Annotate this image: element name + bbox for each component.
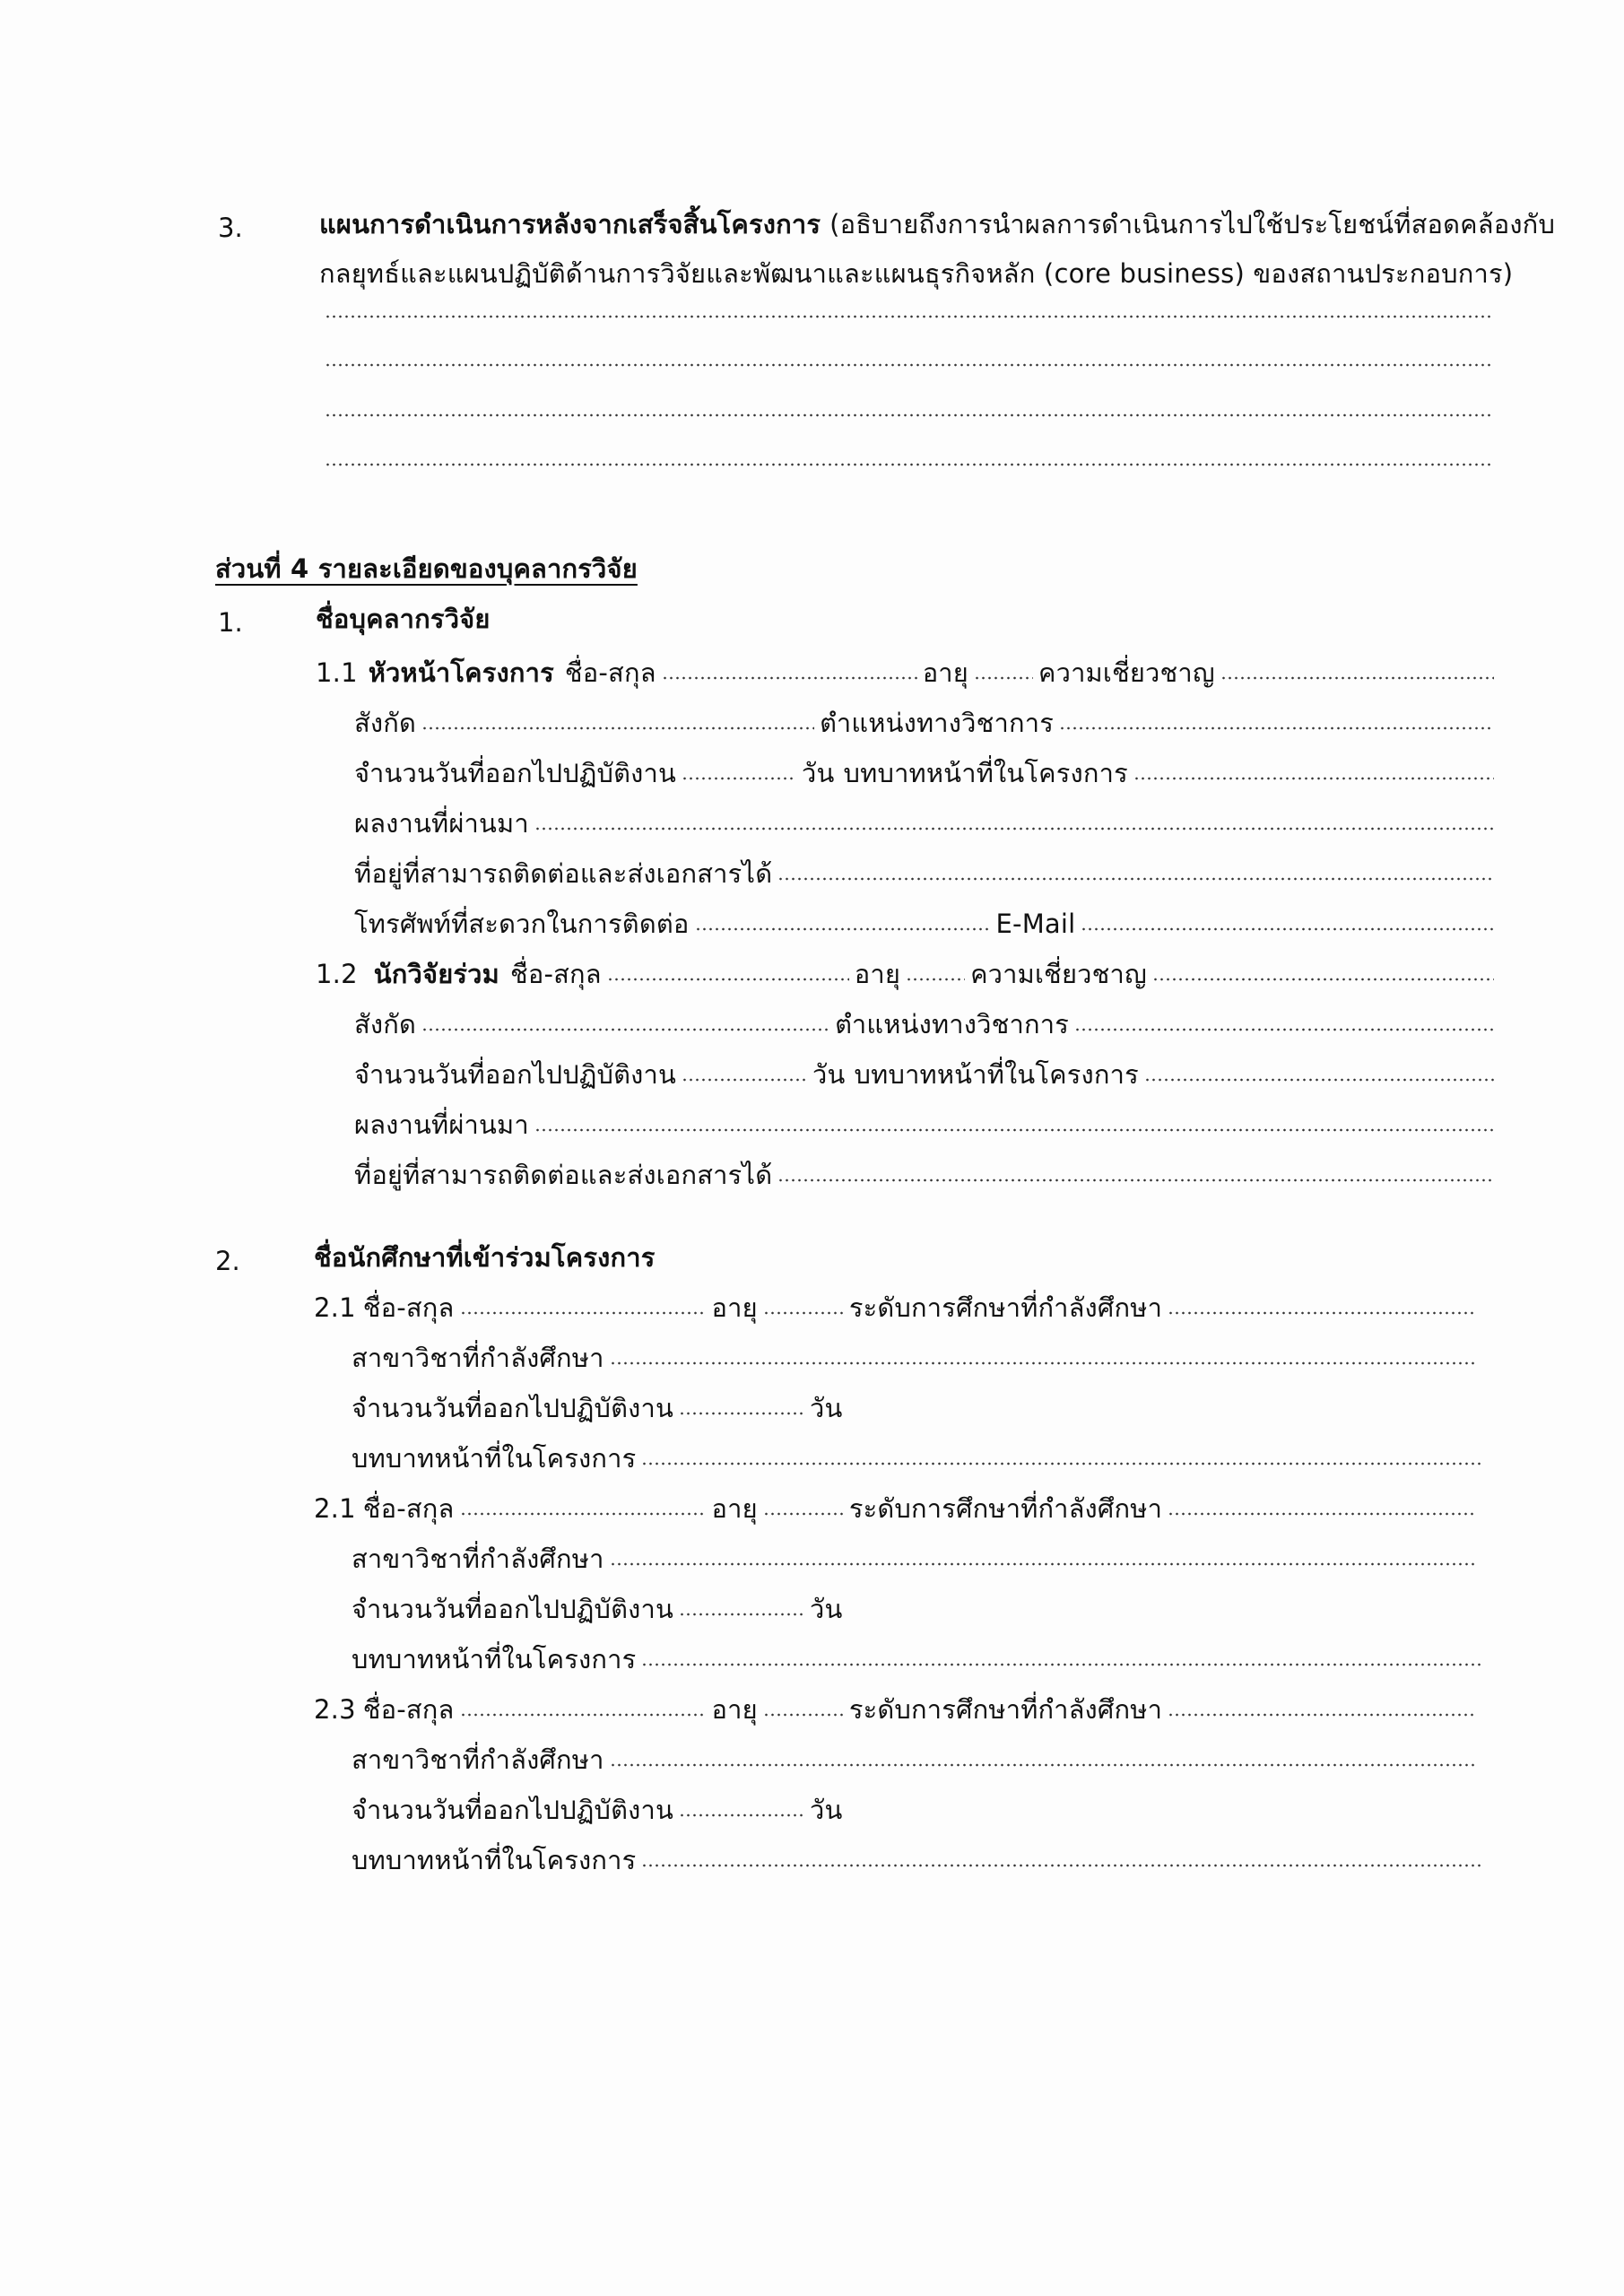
- r1-address-field[interactable]: [777, 876, 1494, 882]
- r1-name-label: ชื่อ-สกุล: [564, 657, 656, 688]
- r1-role: หัวหน้าโครงการ: [368, 657, 554, 688]
- r2-days-unit: วัน: [812, 1059, 846, 1090]
- s3-days-unit: วัน: [810, 1795, 843, 1825]
- s3-level-label: ระดับการศึกษาที่กำลังศึกษา: [848, 1694, 1163, 1725]
- r1-phone-line: [354, 911, 1499, 937]
- r1-expertise-label: ความเชี่ยวชาญ: [1038, 657, 1215, 688]
- s1-major-label: สาขาวิชาที่กำลังศึกษา: [352, 1343, 604, 1373]
- students-title-line: [314, 1242, 656, 1273]
- s1-days-label: จำนวนวันที่ออกไปปฏิบัติงาน: [352, 1393, 674, 1423]
- r2-address-label: ที่อยู่ที่สามารถติดต่อและส่งเอกสารได้: [354, 1160, 773, 1190]
- r2-name-field[interactable]: [607, 977, 849, 982]
- r2-address-line: [354, 1162, 1499, 1188]
- r1-works-field[interactable]: [534, 826, 1494, 831]
- s2-days-line: [352, 1596, 843, 1622]
- section3-answer-line-3[interactable]: [319, 413, 1496, 423]
- s1-level-field[interactable]: [1168, 1310, 1474, 1316]
- r2-days-field[interactable]: [682, 1077, 807, 1083]
- r1-affiliation-line: [354, 710, 1499, 736]
- r1-position-label: ตำแหน่งทางวิชาการ: [820, 708, 1055, 738]
- s3-major-field[interactable]: [610, 1762, 1474, 1768]
- s2-name-line: [314, 1493, 1480, 1524]
- r2-days-label: จำนวนวันที่ออกไปปฏิบัติงาน: [354, 1059, 677, 1090]
- r1-number: 1.1: [316, 657, 358, 688]
- s2-number: 2.1: [314, 1493, 356, 1524]
- r2-role-field[interactable]: [1144, 1077, 1494, 1083]
- researchers-title-line: [316, 606, 491, 632]
- students-number: 2.: [215, 1246, 240, 1276]
- r2-works-line: [354, 1109, 1499, 1140]
- s2-level-label: ระดับการศึกษาที่กำลังศึกษา: [848, 1493, 1163, 1524]
- r1-email-field[interactable]: [1081, 926, 1494, 932]
- s3-age-field[interactable]: [763, 1712, 844, 1718]
- r2-role: นักวิจัยร่วม: [373, 959, 499, 989]
- researchers-number: 1.: [218, 607, 243, 638]
- researchers-title: ชื่อบุคลากรวิจัย: [316, 604, 491, 634]
- s3-major-label: สาขาวิชาที่กำลังศึกษา: [352, 1744, 604, 1775]
- part4-heading-line: [215, 553, 638, 584]
- s2-days-unit: วัน: [810, 1594, 843, 1624]
- r1-role-field[interactable]: [1133, 776, 1494, 781]
- students-title: ชื่อนักศึกษาที่เข้าร่วมโครงการ: [314, 1242, 656, 1273]
- s1-age-label: อายุ: [711, 1292, 758, 1323]
- r2-name-label: ชื่อ-สกุล: [509, 959, 602, 989]
- s3-age-label: อายุ: [711, 1694, 758, 1725]
- s1-level-label: ระดับการศึกษาที่กำลังศึกษา: [848, 1292, 1163, 1323]
- s2-age-label: อายุ: [711, 1493, 758, 1524]
- s2-age-field[interactable]: [763, 1511, 844, 1517]
- r1-expertise-field[interactable]: [1220, 675, 1494, 681]
- section3-answer-line-4[interactable]: [319, 462, 1496, 473]
- r2-role-label: บทบาทหน้าที่ในโครงการ: [854, 1059, 1139, 1090]
- r2-affiliation-line: [354, 1009, 1499, 1039]
- r2-expertise-label: ความเชี่ยวชาญ: [970, 959, 1147, 989]
- s1-age-field[interactable]: [763, 1310, 844, 1316]
- r1-name-line: [316, 657, 1499, 688]
- s2-major-line: [352, 1546, 1480, 1572]
- section3-desc2: กลยุทธ์และแผนปฏิบัติด้านการวิจัยและพัฒนาและแผนธุรกิจหลัก (core business) ของสถานประกอบการ): [319, 258, 1514, 289]
- s3-days-label: จำนวนวันที่ออกไปปฏิบัติงาน: [352, 1795, 674, 1825]
- r1-role-label: บทบาทหน้าที่ในโครงการ: [843, 758, 1128, 788]
- s3-role-field[interactable]: [641, 1863, 1481, 1868]
- s1-role-line: [352, 1443, 1487, 1474]
- section3-line2: [319, 258, 1514, 289]
- r2-age-field[interactable]: [906, 977, 965, 982]
- r2-works-field[interactable]: [534, 1127, 1494, 1133]
- r1-position-field[interactable]: [1059, 726, 1494, 731]
- r2-age-label: อายุ: [854, 959, 901, 989]
- s1-major-field[interactable]: [610, 1361, 1474, 1366]
- r2-position-field[interactable]: [1074, 1027, 1494, 1032]
- s1-role-label: บทบาทหน้าที่ในโครงการ: [352, 1443, 637, 1474]
- r2-position-label: ตำแหน่งทางวิชาการ: [835, 1009, 1070, 1039]
- s1-name-label: ชื่อ-สกุล: [362, 1292, 455, 1323]
- r1-age-label: อายุ: [922, 657, 968, 688]
- section3-answer-line-1[interactable]: [319, 314, 1496, 325]
- r1-age-field[interactable]: [974, 675, 1033, 681]
- s3-name-field[interactable]: [460, 1712, 707, 1718]
- part4-heading: ส่วนที่ 4 รายละเอียดของบุคลากรวิจัย: [215, 553, 638, 584]
- s2-role-line: [352, 1644, 1487, 1674]
- s1-days-line: [352, 1393, 843, 1423]
- r2-affiliation-label: สังกัด: [354, 1009, 417, 1039]
- r1-works-line: [354, 808, 1499, 839]
- r1-affiliation-field[interactable]: [421, 726, 814, 731]
- s2-role-label: บทบาทหน้าที่ในโครงการ: [352, 1644, 637, 1674]
- s1-days-unit: วัน: [810, 1393, 843, 1423]
- r1-days-field[interactable]: [682, 776, 796, 781]
- r1-email-label: E-Mail: [995, 909, 1076, 939]
- s1-days-field[interactable]: [679, 1411, 804, 1416]
- r2-number: 1.2: [316, 959, 358, 989]
- r2-works-label: ผลงานที่ผ่านมา: [354, 1109, 529, 1140]
- r1-affiliation-label: สังกัด: [354, 708, 417, 738]
- s1-number: 2.1: [314, 1292, 356, 1323]
- s2-role-field[interactable]: [641, 1662, 1481, 1667]
- s2-major-field[interactable]: [610, 1561, 1474, 1567]
- r2-affiliation-field[interactable]: [421, 1027, 829, 1032]
- section3-title: แผนการดำเนินการหลังจากเสร็จสิ้นโครงการ: [319, 209, 821, 239]
- s3-days-line: [352, 1797, 843, 1823]
- s1-name-field[interactable]: [460, 1310, 707, 1316]
- r1-address-label: ที่อยู่ที่สามารถติดต่อและส่งเอกสารได้: [354, 858, 773, 889]
- r2-name-line: [316, 961, 1499, 987]
- s3-number: 2.3: [314, 1694, 356, 1725]
- s3-major-line: [352, 1744, 1480, 1775]
- s3-days-field[interactable]: [679, 1813, 804, 1818]
- r1-phone-field[interactable]: [695, 926, 991, 932]
- r1-works-label: ผลงานที่ผ่านมา: [354, 808, 529, 839]
- r1-days-unit: วัน: [802, 758, 835, 788]
- s3-role-line: [352, 1845, 1487, 1875]
- s2-name-field[interactable]: [460, 1511, 707, 1517]
- r2-address-field[interactable]: [777, 1178, 1494, 1183]
- s2-major-label: สาขาวิชาที่กำลังศึกษา: [352, 1544, 604, 1574]
- s2-days-label: จำนวนวันที่ออกไปปฏิบัติงาน: [352, 1594, 674, 1624]
- s3-name-line: [314, 1694, 1480, 1725]
- r1-name-field[interactable]: [662, 675, 917, 681]
- s2-days-field[interactable]: [679, 1612, 804, 1617]
- r1-days-line: [354, 758, 1499, 788]
- section3-line1: [319, 209, 1556, 239]
- s3-level-field[interactable]: [1168, 1712, 1474, 1718]
- section3-answer-line-2[interactable]: [319, 362, 1496, 373]
- s2-level-field[interactable]: [1168, 1511, 1474, 1517]
- r1-phone-label: โทรศัพท์ที่สะดวกในการติดต่อ: [354, 909, 690, 939]
- s3-role-label: บทบาทหน้าที่ในโครงการ: [352, 1845, 637, 1875]
- r1-days-label: จำนวนวันที่ออกไปปฏิบัติงาน: [354, 758, 677, 788]
- r2-days-line: [354, 1059, 1499, 1090]
- s1-role-field[interactable]: [641, 1461, 1481, 1466]
- s3-name-label: ชื่อ-สกุล: [362, 1694, 455, 1725]
- r1-address-line: [354, 858, 1499, 889]
- r2-expertise-field[interactable]: [1152, 977, 1494, 982]
- section3-desc1: (อธิบายถึงการนำผลการดำเนินการไปใช้ประโยชน์ที่สอดคล้องกับ: [829, 209, 1556, 239]
- section3-number: 3.: [218, 213, 243, 243]
- s1-name-line: [314, 1292, 1480, 1323]
- s2-name-label: ชื่อ-สกุล: [362, 1493, 455, 1524]
- s1-major-line: [352, 1345, 1480, 1371]
